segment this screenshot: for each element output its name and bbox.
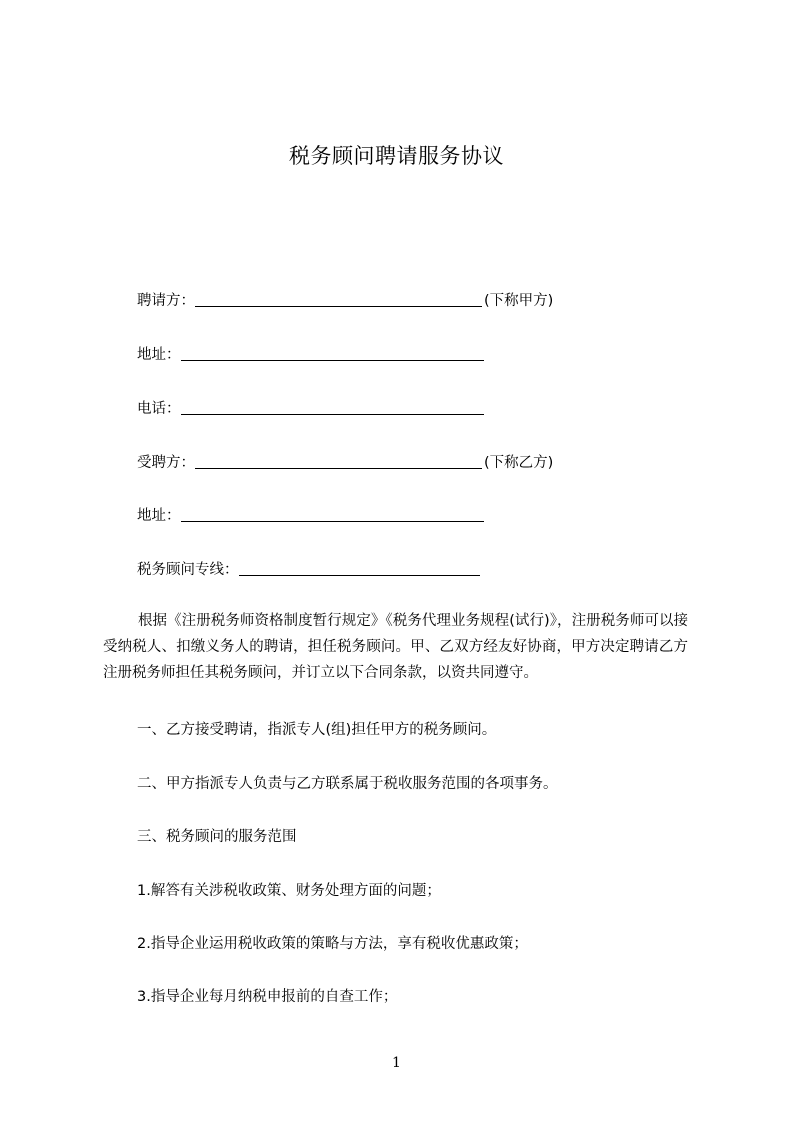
employer-blank[interactable]	[195, 292, 482, 307]
employer-phone-field	[137, 398, 484, 418]
employer-phone-blank[interactable]	[181, 400, 484, 415]
employer-address-field	[137, 344, 484, 364]
employer-address-label: 地址：	[137, 347, 181, 363]
employee-address-blank[interactable]	[181, 507, 484, 522]
employee-suffix: (下称乙方)	[484, 455, 554, 471]
document-title: 税务顾问聘请服务协议	[289, 144, 504, 168]
service-item-3: 3.指导企业每月纳税申报前的自查工作；	[137, 989, 398, 1005]
service-item-2: 2.指导企业运用税收政策的策略与方法，享有税收优惠政策；	[137, 936, 528, 952]
employer-phone-label: 电话：	[137, 401, 181, 417]
clause-3: 三、税务顾问的服务范围	[137, 829, 297, 845]
hotline-label: 税务顾问专线：	[137, 562, 239, 578]
clause-1: 一、乙方接受聘请，指派专人(组)担任甲方的税务顾问。	[137, 722, 497, 738]
employee-label: 受聘方：	[137, 455, 195, 471]
employer-address-blank[interactable]	[181, 346, 484, 361]
employee-address-field	[137, 505, 484, 525]
intro-paragraph: 根据《注册税务师资格制度暂行规定》《税务代理业务规程(试行)》，注册税务师可以接受纳税人、扣缴义务人的聘请，担任税务顾问。甲、乙双方经友好协商，甲方决定聘请乙方注册税务师担任其税务顾问，并订立以下合同条款，以资共同遵守。	[103, 613, 688, 681]
employee-field	[137, 452, 553, 472]
clause-2: 二、甲方指派专人负责与乙方联系属于税收服务范围的各项事务。	[137, 776, 558, 792]
employer-suffix: (下称甲方)	[484, 293, 554, 309]
service-item-1: 1.解答有关涉税收政策、财务处理方面的问题；	[137, 883, 441, 899]
hotline-field	[137, 559, 480, 579]
page-number: 1	[392, 1055, 401, 1071]
employer-field	[137, 290, 553, 310]
employer-label: 聘请方：	[137, 293, 195, 309]
hotline-blank[interactable]	[239, 561, 480, 576]
employee-address-label: 地址：	[137, 508, 181, 524]
employee-blank[interactable]	[195, 454, 482, 469]
